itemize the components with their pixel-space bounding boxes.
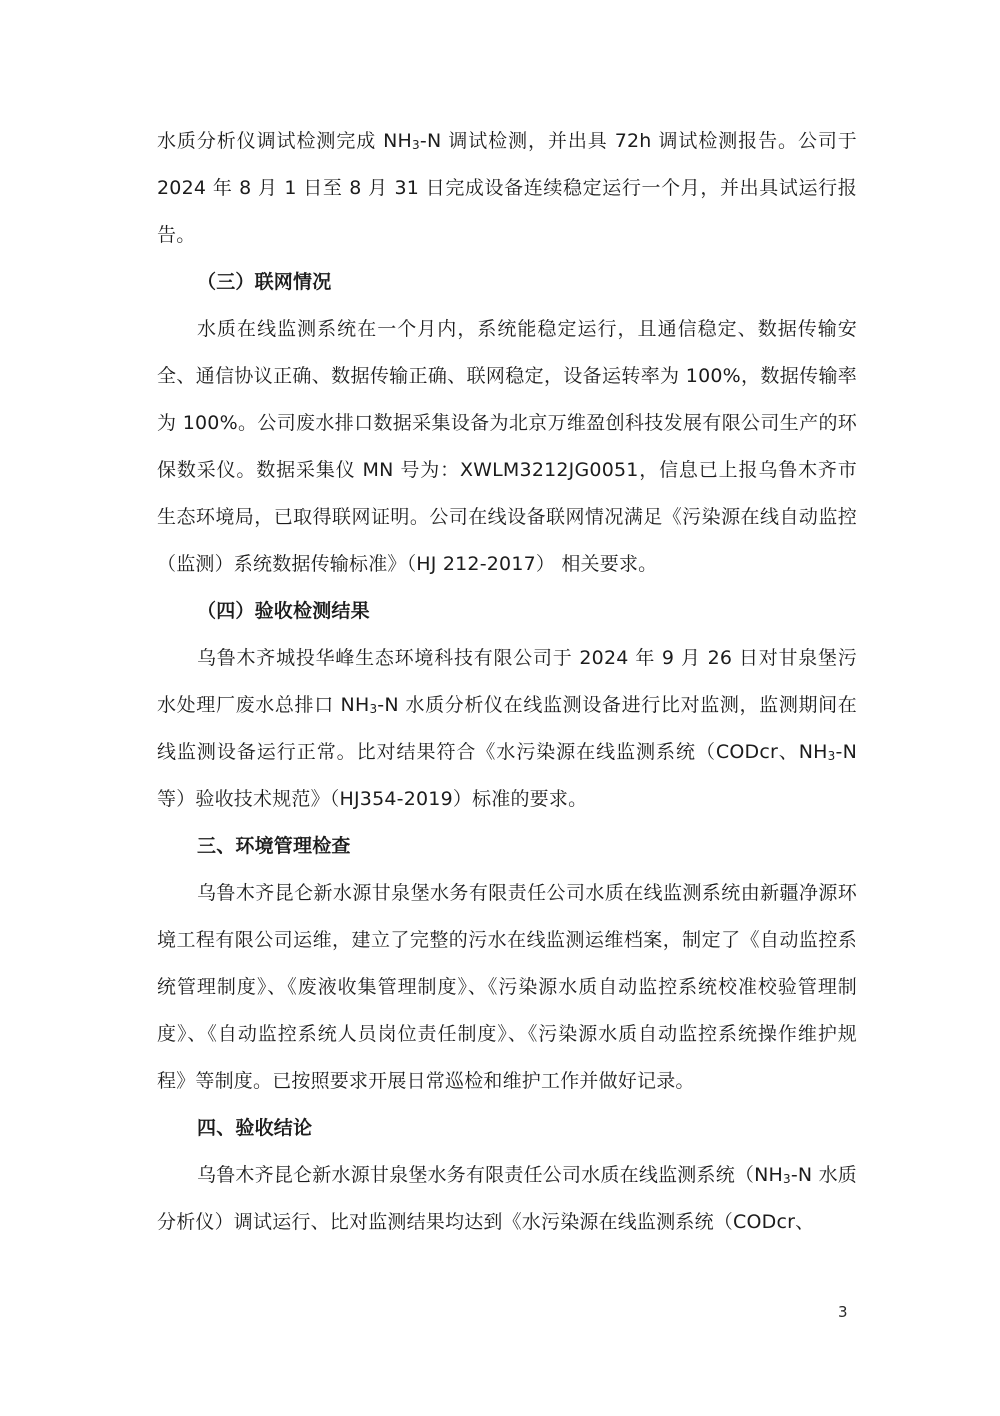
text-run: -N 等）验收技术规范》（HJ354-2019）标准的要求。 bbox=[157, 741, 857, 810]
text-run: -N 调试检测，并出具 72h 调试检测报告。公司于 2024 年 8 月 1 日至 8 月 31 日完成设备连续稳定运行一个月，并出具试运行报告。 bbox=[157, 130, 857, 246]
text-run: 水质分析仪调试检测完成 NH bbox=[157, 130, 413, 152]
subscript: 3 bbox=[412, 138, 420, 152]
subscript: 3 bbox=[783, 1172, 791, 1186]
page-number: 3 bbox=[838, 1303, 848, 1321]
paragraph-conclusion bbox=[157, 1152, 857, 1246]
text-run: 乌鲁木齐昆仑新水源甘泉堡水务有限责任公司水质在线监测系统（NH bbox=[197, 1164, 784, 1186]
paragraph-networking: 水质在线监测系统在一个月内，系统能稳定运行，且通信稳定、数据传输安全、通信协议正确、数据传输正确、联网稳定，设备运转率为 100%，数据传输率为 100%。公司废水排口数据采集设备为北京万维盈创科技发展有限公司生产的环保数采仪。数据采集仪 MN 号为：XWLM3212JG0051，信息已上报乌鲁木齐市生态环境局，已取得联网证明。公司在线设备联网情况满足《污染源在线自动监控（监测）系统数据传输标准》（HJ 212-2017） 相关要求。 bbox=[157, 318, 857, 575]
paragraph-debug-test bbox=[157, 118, 857, 259]
paragraph-acceptance-results bbox=[157, 635, 857, 823]
heading-acceptance-results: （四）验收检测结果 bbox=[197, 600, 370, 622]
heading-environmental-management: 三、环境管理检查 bbox=[197, 835, 351, 857]
text-run: -N 水质分析仪）调试运行、比对监测结果均达到《水污染源在线监测系统（CODcr、 bbox=[157, 1164, 858, 1233]
subscript: 3 bbox=[827, 749, 836, 763]
text-run: 乌鲁木齐城投华峰生态环境科技有限公司于 2024 年 9 月 26 日对甘泉堡污水处理厂废水总排口 NH bbox=[157, 647, 857, 716]
heading-networking: （三）联网情况 bbox=[197, 271, 332, 293]
text-run: -N 水质分析仪在线监测设备进行比对监测，监测期间在线监测设备运行正常。比对结果符合《水污染源在线监测系统（CODcr、NH bbox=[157, 694, 857, 763]
document-body bbox=[157, 118, 857, 1246]
subscript: 3 bbox=[369, 702, 378, 716]
paragraph-environmental-management: 乌鲁木齐昆仑新水源甘泉堡水务有限责任公司水质在线监测系统由新疆净源环境工程有限公司运维，建立了完整的污水在线监测运维档案，制定了《自动监控系统管理制度》、《废液收集管理制度》、《污染源水质自动监控系统校准校验管理制度》、《自动监控系统人员岗位责任制度》、《污染源水质自动监控系统操作维护规程》等制度。已按照要求开展日常巡检和维护工作并做好记录。 bbox=[157, 882, 857, 1092]
heading-conclusion: 四、验收结论 bbox=[197, 1117, 313, 1139]
